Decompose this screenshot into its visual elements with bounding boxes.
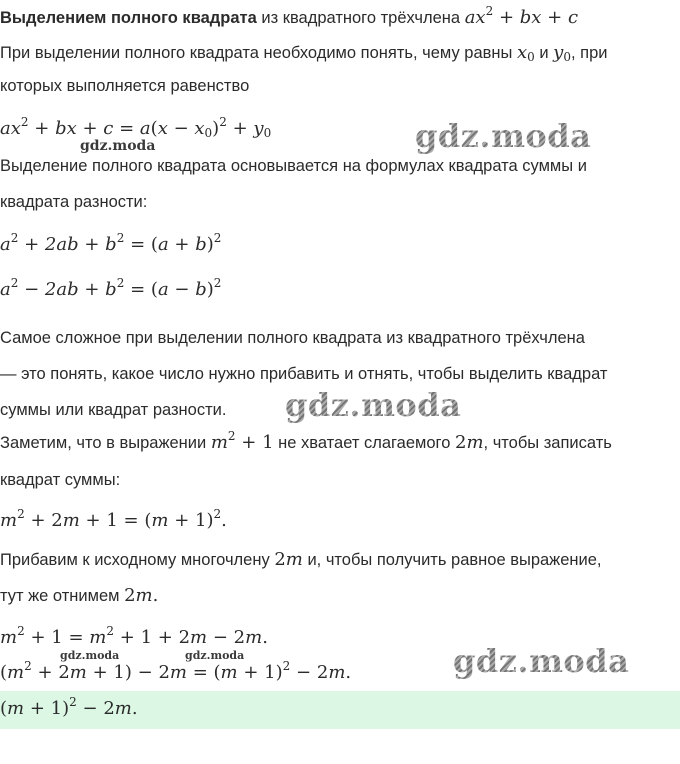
two-m-term-2: 2m: [274, 549, 303, 570]
watermark-big-2: gdz.moda: [285, 386, 462, 424]
answer-formula: $(m + 1)^2 - 2m$.: [0, 695, 138, 719]
step1-formula: $m^2 + 1 = m^2 + 1 + 2m - 2m$.: [0, 624, 268, 648]
para4-line1: [0, 429, 680, 453]
y0-symbol: $y_0$: [553, 42, 571, 64]
para1-line1: [0, 43, 680, 63]
para2-line1: Выделение полного квадрата основывается на формулах квадрата суммы и: [0, 157, 587, 175]
step2-formula: $(m^2 + 2m + 1) - 2m = (m + 1)^2 - 2m$.: [0, 659, 352, 683]
identity-formula: $ax^2$ + bx + $c = a(x - x_0)^2 + y_0$: [0, 115, 272, 140]
two-m-term: 2m: [455, 432, 484, 453]
para1-line2: которых выполняется равенство: [0, 77, 250, 95]
para5-text-a: Прибавим к исходному многочлену: [0, 551, 270, 569]
para4-text-a: Заметим, что в выражении: [0, 434, 207, 452]
para4-line2: квадрат суммы:: [0, 471, 121, 489]
watermark-small-3: gdz.moda: [185, 649, 245, 662]
para5-line2: [0, 586, 680, 606]
trinomial-formula: $ax^2$ + bx + c: [464, 4, 579, 28]
watermark-big-3: gdz.moda: [453, 642, 630, 680]
para4-text-c: , чтобы записать: [483, 434, 612, 452]
difference-square-formula: $a^2 - 2ab + b^2 = (a - b)^2$: [0, 276, 222, 300]
para3-line1: Самое сложное при выделении полного квадрата из квадратного трёхчлена: [0, 329, 585, 347]
para1-text-a: При выделении полного квадрата необходимо понять, чему равны: [0, 44, 513, 62]
para1-and: и: [539, 44, 549, 62]
para2-line2: квадрата разности:: [0, 193, 148, 211]
watermark-small-1: gdz.moda: [80, 138, 156, 154]
intro-bold: Выделением полного квадрата: [0, 9, 257, 27]
watermark-big-1: gdz.moda: [415, 117, 592, 155]
x0-symbol: $x_0$: [516, 42, 535, 64]
intro-line: [0, 4, 680, 28]
m-squared-plus-one: $m^2 + 1$: [210, 429, 274, 453]
intro-rest: из квадратного трёхчлена: [261, 9, 461, 27]
m-square-formula: $m^2 + 2m + 1 = (m + 1)^2$.: [0, 507, 227, 531]
para1-end: , при: [570, 44, 608, 62]
para5-text-b: и, чтобы получить равное выражение,: [307, 551, 602, 569]
para4-text-b: не хватает слагаемого: [278, 434, 451, 452]
para3-line2: — это понять, какое число нужно прибавить и отнять, чтобы выделить квадрат: [0, 365, 608, 383]
sum-square-formula: $a^2 + 2ab + b^2 = (a + b)^2$: [0, 231, 222, 255]
two-m-term-3: 2m.: [124, 585, 159, 606]
watermark-small-2: gdz.moda: [60, 649, 120, 662]
para5-text-line2: тут же отнимем: [0, 587, 120, 605]
para3-line3: суммы или квадрат разности.: [0, 401, 227, 419]
para5-line1: [0, 550, 680, 570]
